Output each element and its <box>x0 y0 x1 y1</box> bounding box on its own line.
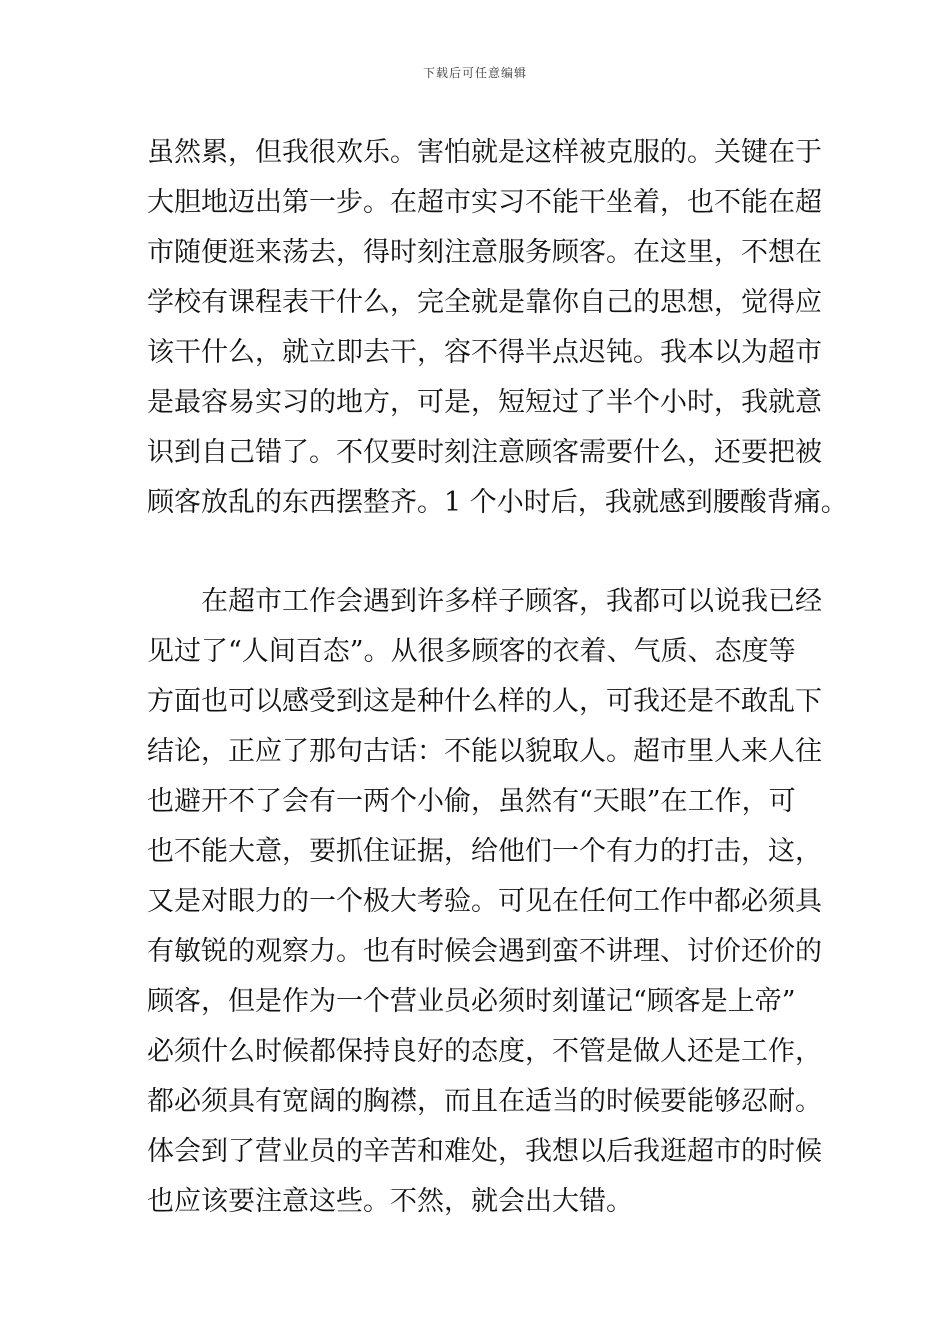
text-line: 也不能大意，要抓住证据，给他们一个有力的打击，这， <box>147 836 822 867</box>
paragraph-1 <box>147 128 848 528</box>
text-line: 有敏锐的观察力。也有时候会遇到蛮不讲理、讨价还价的 <box>147 936 822 967</box>
text-line: 虽然累，但我很欢乐。害怕就是这样被克服的。关键在于 <box>147 137 822 168</box>
paragraph-2 <box>147 577 822 1227</box>
text-line: 结论，正应了那句古话：不能以貌取人。超市里人来人往 <box>147 736 822 767</box>
text-line: 也避开不了会有一两个小偷，虽然有“天眼”在工作，可 <box>147 786 796 817</box>
text-line: 见过了“人间百态”。从很多顾客的衣着、气质、态度等 <box>147 636 796 667</box>
text-line: 该干什么，就立即去干，容不得半点迟钝。我本以为超市 <box>147 337 822 368</box>
text-line: 学校有课程表干什么，完全就是靠你自己的思想，觉得应 <box>147 287 822 318</box>
text-line: 又是对眼力的一个极大考验。可见在任何工作中都必须具 <box>147 886 822 917</box>
text-line: 顾客放乱的东西摆整齐。1 个小时后，我就感到腰酸背痛。 <box>147 487 848 518</box>
text-line: 大胆地迈出第一步。在超市实习不能干坐着，也不能在超 <box>147 187 822 218</box>
text-line: 体会到了营业员的辛苦和难处，我想以后我逛超市的时候 <box>147 1136 822 1167</box>
text-line: 都必须具有宽阔的胸襟，而且在适当的时候要能够忍耐。 <box>147 1086 822 1117</box>
page-header: 下载后可任意编辑 <box>422 66 527 80</box>
text-line: 是最容易实习的地方，可是，短短过了半个小时，我就意 <box>147 387 822 418</box>
text-line: 市随便逛来荡去，得时刻注意服务顾客。在这里，不想在 <box>147 237 822 268</box>
text-line: 必须什么时候都保持良好的态度，不管是做人还是工作， <box>147 1036 822 1067</box>
text-line: 顾客，但是作为一个营业员必须时刻谨记“顾客是上帝” <box>147 986 796 1017</box>
text-line: 方面也可以感受到这是种什么样的人，可我还是不敢乱下 <box>147 686 822 717</box>
text-line: 也应该要注意这些。不然，就会出大错。 <box>147 1186 633 1217</box>
text-line: 在超市工作会遇到许多样子顾客，我都可以说我已经 <box>147 586 822 617</box>
text-line: 识到自己错了。不仅要时刻注意顾客需要什么，还要把被 <box>147 437 822 468</box>
